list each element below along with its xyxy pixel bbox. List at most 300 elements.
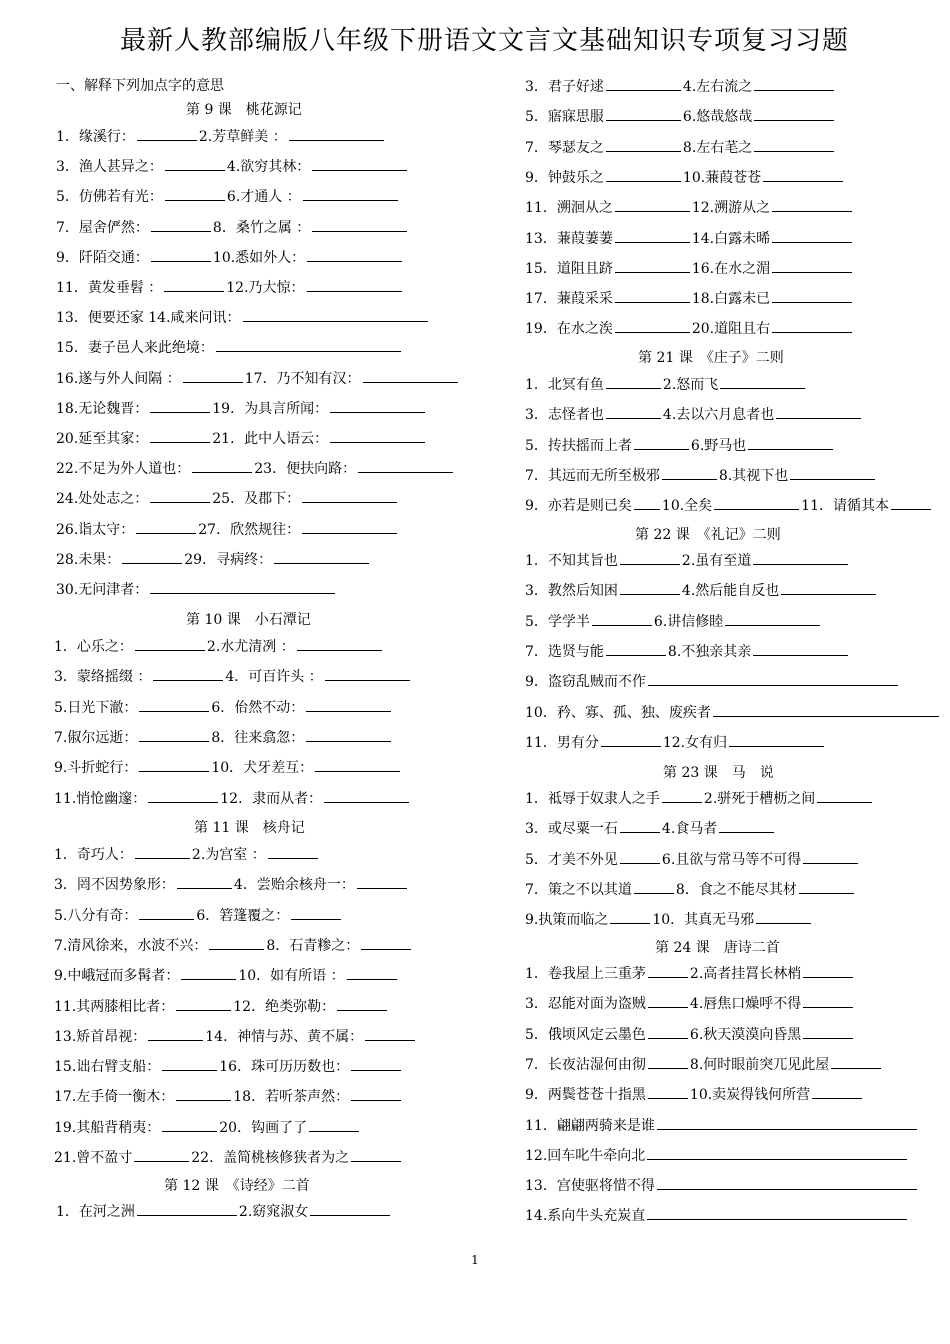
answer-blank[interactable]	[713, 702, 939, 717]
answer-blank[interactable]	[361, 935, 411, 950]
answer-blank[interactable]	[303, 186, 398, 201]
exercise-row	[36, 458, 476, 478]
exercise-item-text: 22.不足为外人道也：	[56, 461, 191, 478]
exercise-row	[523, 435, 943, 455]
answer-blank[interactable]	[151, 217, 211, 232]
exercise-row	[523, 1205, 943, 1225]
answer-blank[interactable]	[153, 666, 223, 681]
answer-blank[interactable]	[753, 550, 848, 565]
exercise-item-text: 7．策之不以其道	[525, 881, 632, 898]
answer-blank[interactable]	[615, 288, 690, 303]
exercise-row	[523, 197, 943, 217]
exercise-row	[36, 1056, 476, 1076]
exercise-row	[36, 368, 476, 388]
exercise-row	[523, 318, 943, 338]
exercise-item-text: 1．北冥有鱼	[525, 377, 604, 393]
exercise-item-text: 28.未果：	[56, 551, 121, 568]
answer-blank[interactable]	[754, 137, 834, 152]
exercise-item-text: 9．阡陌交通：	[56, 249, 149, 266]
answer-blank[interactable]	[729, 732, 824, 747]
answer-blank[interactable]	[151, 247, 211, 262]
answer-blank[interactable]	[337, 996, 387, 1011]
answer-blank[interactable]	[148, 788, 218, 803]
exercise-item-text: 12．绝类弥勒：	[233, 998, 336, 1015]
answer-blank[interactable]	[606, 404, 661, 419]
exercise-item-text: 1．不知其旨也	[525, 553, 618, 569]
answer-blank[interactable]	[634, 435, 689, 450]
exercise-item-text: 13．便要还家 14.咸来问讯：	[56, 310, 241, 327]
answer-blank[interactable]	[165, 186, 225, 201]
exercise-item-text: 10.蒹葭苍苍	[682, 169, 762, 186]
exercise-item-text: 9．两鬓苍苍十指黑	[525, 1087, 646, 1104]
answer-blank[interactable]	[134, 1147, 189, 1162]
answer-blank[interactable]	[312, 217, 407, 232]
answer-blank[interactable]	[648, 993, 688, 1008]
exercise-row	[36, 156, 476, 176]
exercise-item-text: 1．卷我屋上三重茅	[525, 966, 646, 982]
exercise-item-text: 11．男有分	[525, 734, 599, 751]
exercise-row	[36, 874, 476, 894]
exercise-row	[36, 488, 476, 508]
exercise-item-text: 15.诎右臂支船：	[54, 1059, 161, 1076]
exercise-item-text: 20.道阻且右	[691, 321, 771, 338]
exercise-item-text: 9.执策而临之	[525, 912, 609, 929]
exercise-item-text: 29．寻病终：	[184, 551, 273, 568]
exercise-row	[36, 788, 476, 808]
answer-blank[interactable]	[139, 727, 209, 742]
answer-blank[interactable]	[634, 495, 660, 510]
exercise-row	[523, 879, 943, 899]
answer-blank[interactable]	[615, 318, 690, 333]
exercise-item-text: 6.悠哉悠哉	[682, 109, 753, 126]
answer-blank[interactable]	[803, 993, 853, 1008]
answer-blank[interactable]	[164, 277, 224, 292]
exercise-row	[36, 636, 476, 656]
exercise-row	[523, 732, 943, 752]
exercise-item-text: 2.为宫室 ：	[191, 847, 266, 863]
exercise-item-text: 8．桑竹之属 ：	[212, 219, 311, 236]
answer-blank[interactable]	[148, 1026, 203, 1041]
exercise-row	[36, 217, 476, 237]
page-number: 1	[471, 1253, 479, 1267]
exercise-row	[36, 549, 476, 569]
lesson-heading: 第 23 课 马 说	[663, 765, 774, 781]
exercise-item-text: 7.清风徐来，水波不兴：	[54, 937, 208, 954]
exercise-item-text: 10．犬牙差互：	[211, 760, 314, 777]
page-title: 最新人教部编版八年级下册语文文言文基础知识专项复习习题	[120, 26, 850, 56]
exercise-item-text: 19．为具言所闻：	[212, 400, 329, 417]
exercise-item-text: 27．欣然规往：	[198, 521, 301, 538]
answer-blank[interactable]	[606, 137, 681, 152]
lesson-heading: 第 24 课 唐诗二首	[655, 940, 780, 956]
exercise-item-text: 4.唇焦口燥呼不得	[689, 996, 802, 1013]
exercise-row	[523, 465, 943, 485]
exercise-item-text: 3．教然后知困	[525, 583, 618, 600]
exercise-row	[523, 404, 943, 424]
exercise-item-text: 8.其视下也	[718, 467, 789, 484]
exercise-item-text: 14．神情与苏、黄不属：	[205, 1028, 364, 1045]
lesson-heading: 第 11 课 核舟记	[194, 820, 305, 836]
exercise-row	[36, 844, 476, 864]
answer-blank[interactable]	[137, 126, 197, 141]
exercise-item-text: 4.食马者	[661, 821, 718, 838]
answer-blank[interactable]	[183, 368, 243, 383]
exercise-item-text: 24.处处志之：	[56, 491, 149, 508]
exercise-row	[36, 277, 476, 297]
exercise-item-text: 16.在水之湄	[691, 260, 771, 277]
answer-blank[interactable]	[817, 788, 872, 803]
exercise-row	[523, 550, 943, 570]
answer-blank[interactable]	[365, 1026, 415, 1041]
exercise-item-text: 25．及郡下：	[212, 491, 301, 508]
exercise-item-text: 18.白露未已	[691, 291, 771, 308]
exercise-item-text: 3．君子好逑	[525, 79, 604, 95]
exercise-row	[523, 611, 943, 631]
answer-blank[interactable]	[799, 879, 854, 894]
answer-blank[interactable]	[135, 844, 190, 859]
exercise-item-text: 5．才美不外见	[525, 851, 618, 868]
answer-blank[interactable]	[136, 519, 196, 534]
exercise-item-text: 23．便扶向路：	[254, 461, 357, 478]
exercise-item-text: 5．寤寐思服	[525, 109, 604, 126]
answer-blank[interactable]	[781, 580, 876, 595]
answer-blank[interactable]	[615, 228, 690, 243]
answer-blank[interactable]	[772, 318, 852, 333]
exercise-row	[523, 993, 943, 1013]
exercise-item-text: 11．请循其本	[801, 498, 889, 515]
exercise-item-text: 4.左右流之	[682, 79, 753, 95]
exercise-item-text: 18．若听茶声然：	[233, 1089, 350, 1106]
exercise-item-text: 8．往来翕忽：	[211, 729, 305, 746]
exercise-item-text: 12.溯游从之	[691, 200, 771, 217]
exercise-item-text: 30.无问津者：	[56, 582, 149, 598]
exercise-item-text: 17．乃不知有汉：	[244, 370, 361, 387]
exercise-item-text: 7．屋舍俨然：	[56, 219, 149, 236]
answer-blank[interactable]	[310, 1201, 390, 1216]
answer-blank[interactable]	[776, 404, 861, 419]
answer-blank[interactable]	[363, 368, 458, 383]
answer-blank[interactable]	[648, 1084, 688, 1099]
exercise-item-text: 15．妻子邑人来此绝境：	[56, 340, 214, 357]
answer-blank[interactable]	[763, 167, 843, 182]
exercise-item-text: 2.骈死于槽枥之间	[703, 791, 816, 807]
exercise-item-text: 2.虽有至道	[681, 553, 752, 569]
exercise-item-text: 12.回车叱牛牵向北	[525, 1147, 646, 1164]
exercise-item-text: 7．选贤与能	[525, 643, 604, 660]
answer-blank[interactable]	[357, 874, 407, 889]
answer-blank[interactable]	[330, 398, 425, 413]
answer-blank[interactable]	[306, 697, 391, 712]
exercise-row	[36, 1147, 476, 1167]
answer-blank[interactable]	[601, 732, 661, 747]
answer-blank[interactable]	[756, 909, 811, 924]
exercise-item-text: 8．食之不能尽其材	[675, 881, 797, 898]
answer-blank[interactable]	[657, 1115, 917, 1130]
exercise-item-text: 18.无论魏晋：	[56, 400, 149, 417]
exercise-row	[523, 963, 943, 983]
answer-blank[interactable]	[351, 1056, 401, 1071]
exercise-row	[36, 666, 476, 686]
exercise-item-text: 5．学学半	[525, 613, 590, 630]
answer-blank[interactable]	[648, 1024, 688, 1039]
exercise-item-text: 6.讲信修睦	[653, 613, 724, 630]
answer-blank[interactable]	[772, 228, 852, 243]
exercise-item-text: 16．珠可历历数也：	[219, 1059, 350, 1076]
answer-blank[interactable]	[606, 106, 681, 121]
exercise-item-text: 4．尝贻余核舟一：	[233, 877, 355, 894]
answer-blank[interactable]	[772, 258, 852, 273]
exercise-row	[36, 247, 476, 267]
exercise-item-text: 3．蒙络摇缀 ：	[54, 669, 152, 686]
answer-blank[interactable]	[139, 905, 194, 920]
answer-blank[interactable]	[150, 428, 210, 443]
answer-blank[interactable]	[192, 458, 252, 473]
lesson-heading: 第 12 课 《诗经》二首	[164, 1178, 310, 1194]
exercise-row	[36, 398, 476, 418]
answer-blank[interactable]	[176, 1086, 231, 1101]
exercise-item-text: 17.左手倚一衡木：	[54, 1089, 175, 1106]
exercise-row	[523, 106, 943, 126]
answer-blank[interactable]	[135, 636, 205, 651]
answer-blank[interactable]	[122, 549, 182, 564]
answer-blank[interactable]	[620, 550, 680, 565]
exercise-item-text: 6.野马也	[690, 437, 747, 454]
exercise-item-text: 21．此中人语云：	[212, 431, 329, 447]
exercise-item-text: 6.且欲与常马等不可得	[661, 851, 802, 868]
exercise-item-text: 7．长夜沾湿何由彻	[525, 1056, 646, 1073]
exercise-item-text: 6．佁然不动：	[211, 699, 305, 716]
answer-blank[interactable]	[662, 465, 717, 480]
answer-blank[interactable]	[297, 636, 382, 651]
exercise-item-text: 3．或尽粟一石	[525, 821, 618, 838]
answer-blank[interactable]	[606, 76, 681, 91]
answer-blank[interactable]	[720, 374, 805, 389]
exercise-item-text: 11.悄怆幽邃：	[54, 790, 147, 807]
answer-blank[interactable]	[719, 818, 774, 833]
answer-blank[interactable]	[725, 611, 820, 626]
exercise-item-text: 11.其两膝相比者：	[54, 998, 175, 1015]
exercise-row	[36, 1086, 476, 1106]
exercise-row	[36, 1201, 476, 1221]
exercise-item-text: 3．渔人甚异之：	[56, 159, 163, 176]
answer-blank[interactable]	[274, 549, 369, 564]
answer-blank[interactable]	[803, 963, 853, 978]
exercise-item-text: 10．矜、寡、孤、独、废疾者	[525, 704, 711, 721]
answer-blank[interactable]	[648, 1054, 688, 1069]
exercise-row	[523, 137, 943, 157]
answer-blank[interactable]	[615, 258, 690, 273]
exercise-item-text: 14.白露未晞	[691, 230, 771, 247]
answer-blank[interactable]	[754, 76, 834, 91]
exercise-item-text: 3．罔不因势象形：	[54, 877, 175, 894]
exercise-row	[36, 1117, 476, 1137]
answer-blank[interactable]	[306, 727, 391, 742]
exercise-item-text: 7.俶尔远逝：	[54, 729, 138, 746]
exercise-row	[36, 996, 476, 1016]
answer-blank[interactable]	[315, 757, 400, 772]
answer-blank[interactable]	[620, 580, 680, 595]
exercise-item-text: 10．如有所语 ：	[238, 968, 345, 985]
answer-blank[interactable]	[714, 495, 799, 510]
exercise-item-text: 11．黄发垂髫 ：	[56, 280, 163, 296]
exercise-item-text: 10．其真无马邪	[652, 912, 755, 929]
exercise-item-text: 20．钩画了了	[219, 1119, 308, 1136]
answer-blank[interactable]	[312, 156, 407, 171]
answer-blank[interactable]	[606, 374, 661, 389]
answer-blank[interactable]	[606, 167, 681, 182]
answer-blank[interactable]	[351, 1147, 401, 1162]
exercise-item-text: 2.窈窕淑女	[238, 1204, 309, 1220]
answer-blank[interactable]	[615, 197, 690, 212]
answer-blank[interactable]	[358, 458, 453, 473]
exercise-item-text: 8.左右芼之	[682, 139, 753, 156]
answer-blank[interactable]	[351, 1086, 401, 1101]
answer-blank[interactable]	[289, 126, 384, 141]
answer-blank[interactable]	[748, 435, 833, 450]
exercise-row	[523, 258, 943, 278]
exercise-item-text: 5.八分有奇：	[54, 907, 138, 924]
exercise-item-text: 14.系向牛头充炭直	[525, 1208, 646, 1225]
answer-blank[interactable]	[753, 641, 848, 656]
answer-blank[interactable]	[620, 818, 660, 833]
exercise-row	[36, 428, 476, 448]
answer-blank[interactable]	[831, 1054, 881, 1069]
exercise-row	[36, 697, 476, 717]
exercise-item-text: 10.悉如外人：	[212, 249, 306, 266]
answer-blank[interactable]	[648, 963, 688, 978]
exercise-row	[36, 126, 476, 146]
exercise-item-text: 5．俄顷风定云墨色	[525, 1026, 646, 1043]
answer-blank[interactable]	[307, 247, 402, 262]
exercise-item-text: 19.其船背稍夷：	[54, 1119, 161, 1136]
answer-blank[interactable]	[803, 1024, 853, 1039]
answer-blank[interactable]	[150, 488, 210, 503]
lesson-heading: 第 10 课 小石潭记	[186, 612, 311, 628]
answer-blank[interactable]	[347, 965, 397, 980]
exercise-item-text: 3．忍能对面为盗贼	[525, 996, 646, 1013]
lesson-heading: 第 22 课 《礼记》二则	[635, 527, 781, 543]
exercise-row	[523, 641, 943, 661]
answer-blank[interactable]	[162, 1056, 217, 1071]
answer-blank[interactable]	[150, 579, 335, 594]
answer-blank[interactable]	[243, 307, 428, 322]
exercise-row	[36, 337, 476, 357]
answer-blank[interactable]	[324, 788, 409, 803]
exercise-item-text: 12.女有归	[662, 734, 728, 751]
answer-blank[interactable]	[302, 488, 397, 503]
answer-blank[interactable]	[325, 666, 410, 681]
answer-blank[interactable]	[657, 1175, 917, 1190]
exercise-item-text: 16.遂与外人间隔 ：	[56, 370, 181, 387]
answer-blank[interactable]	[803, 849, 858, 864]
exercise-item-text: 13．蒹葭萋萋	[525, 230, 613, 247]
exercise-row	[523, 228, 943, 248]
exercise-item-text: 13．宫使驱将惜不得	[525, 1178, 655, 1195]
exercise-item-text: 1．缘溪行：	[56, 129, 135, 145]
exercise-item-text: 1．心乐之：	[54, 639, 133, 655]
exercise-item-text: 5．仿佛若有光：	[56, 189, 163, 206]
answer-blank[interactable]	[634, 879, 674, 894]
exercise-row	[36, 727, 476, 747]
exercise-item-text: 12．隶而从者：	[220, 790, 323, 807]
answer-blank[interactable]	[620, 849, 660, 864]
exercise-item-text: 9．盗窃乱贼而不作	[525, 674, 646, 691]
answer-blank[interactable]	[812, 1084, 862, 1099]
answer-blank[interactable]	[790, 465, 875, 480]
answer-blank[interactable]	[302, 519, 397, 534]
exercise-item-text: 2.水尤清冽 ：	[206, 639, 295, 655]
answer-blank[interactable]	[891, 495, 931, 510]
answer-blank[interactable]	[177, 874, 232, 889]
exercise-item-text: 6．箬篷覆之：	[196, 907, 290, 924]
exercise-item-text: 4.欲穷其林：	[226, 159, 311, 176]
answer-blank[interactable]	[162, 1117, 217, 1132]
answer-blank[interactable]	[268, 844, 318, 859]
exercise-item-text: 6.秋天漠漠向昏黑	[689, 1026, 802, 1043]
exercise-item-text: 11．翩翩两骑来是谁	[525, 1117, 655, 1134]
exercise-row	[523, 788, 943, 808]
lesson-heading: 第 9 课 桃花源记	[186, 102, 302, 118]
exercise-row	[36, 307, 476, 327]
answer-blank[interactable]	[648, 671, 898, 686]
answer-blank[interactable]	[291, 905, 341, 920]
answer-blank[interactable]	[176, 996, 231, 1011]
answer-blank[interactable]	[165, 156, 225, 171]
answer-blank[interactable]	[610, 909, 650, 924]
answer-blank[interactable]	[754, 106, 834, 121]
exercise-item-text: 5．抟扶摇而上者	[525, 437, 632, 454]
exercise-item-text: 19．在水之涘	[525, 321, 613, 338]
answer-blank[interactable]	[181, 965, 236, 980]
exercise-row	[523, 1024, 943, 1044]
answer-blank[interactable]	[209, 935, 264, 950]
answer-blank[interactable]	[592, 611, 652, 626]
exercise-item-text: 9.斗折蛇行：	[54, 760, 138, 777]
exercise-row	[36, 1026, 476, 1046]
exercise-row	[36, 935, 476, 955]
exercise-item-text: 8.不独亲其亲	[667, 643, 752, 660]
exercise-item-text: 10.全矣	[661, 498, 713, 515]
answer-blank[interactable]	[647, 1145, 907, 1160]
answer-blank[interactable]	[772, 197, 852, 212]
answer-blank[interactable]	[647, 1205, 907, 1220]
exercise-row	[523, 818, 943, 838]
exercise-item-text: 12.乃大惊：	[226, 280, 305, 296]
exercise-item-text: 7．琴瑟友之	[525, 139, 604, 156]
answer-blank[interactable]	[772, 288, 852, 303]
exercise-item-text: 20.延至其家：	[56, 431, 149, 447]
answer-blank[interactable]	[307, 277, 402, 292]
answer-blank[interactable]	[662, 788, 702, 803]
answer-blank[interactable]	[330, 428, 425, 443]
exercise-row	[523, 76, 943, 96]
exercise-item-text: 3．志怪者也	[525, 407, 604, 424]
answer-blank[interactable]	[309, 1117, 359, 1132]
answer-blank[interactable]	[139, 697, 209, 712]
answer-blank[interactable]	[606, 641, 666, 656]
answer-blank[interactable]	[137, 1201, 237, 1216]
answer-blank[interactable]	[139, 757, 209, 772]
exercise-item-text: 11．溯洄从之	[525, 200, 613, 217]
answer-blank[interactable]	[216, 337, 401, 352]
exercise-item-text: 8．石青糁之：	[266, 937, 360, 954]
exercise-item-text: 26.诣太守：	[56, 521, 135, 538]
answer-blank[interactable]	[150, 398, 210, 413]
exercise-row	[523, 1115, 943, 1135]
exercise-item-text: 9．钟鼓乐之	[525, 169, 604, 186]
exercise-item-text: 4.然后能自反也	[681, 583, 780, 600]
exercise-item-text: 21.曾不盈寸	[54, 1150, 133, 1166]
